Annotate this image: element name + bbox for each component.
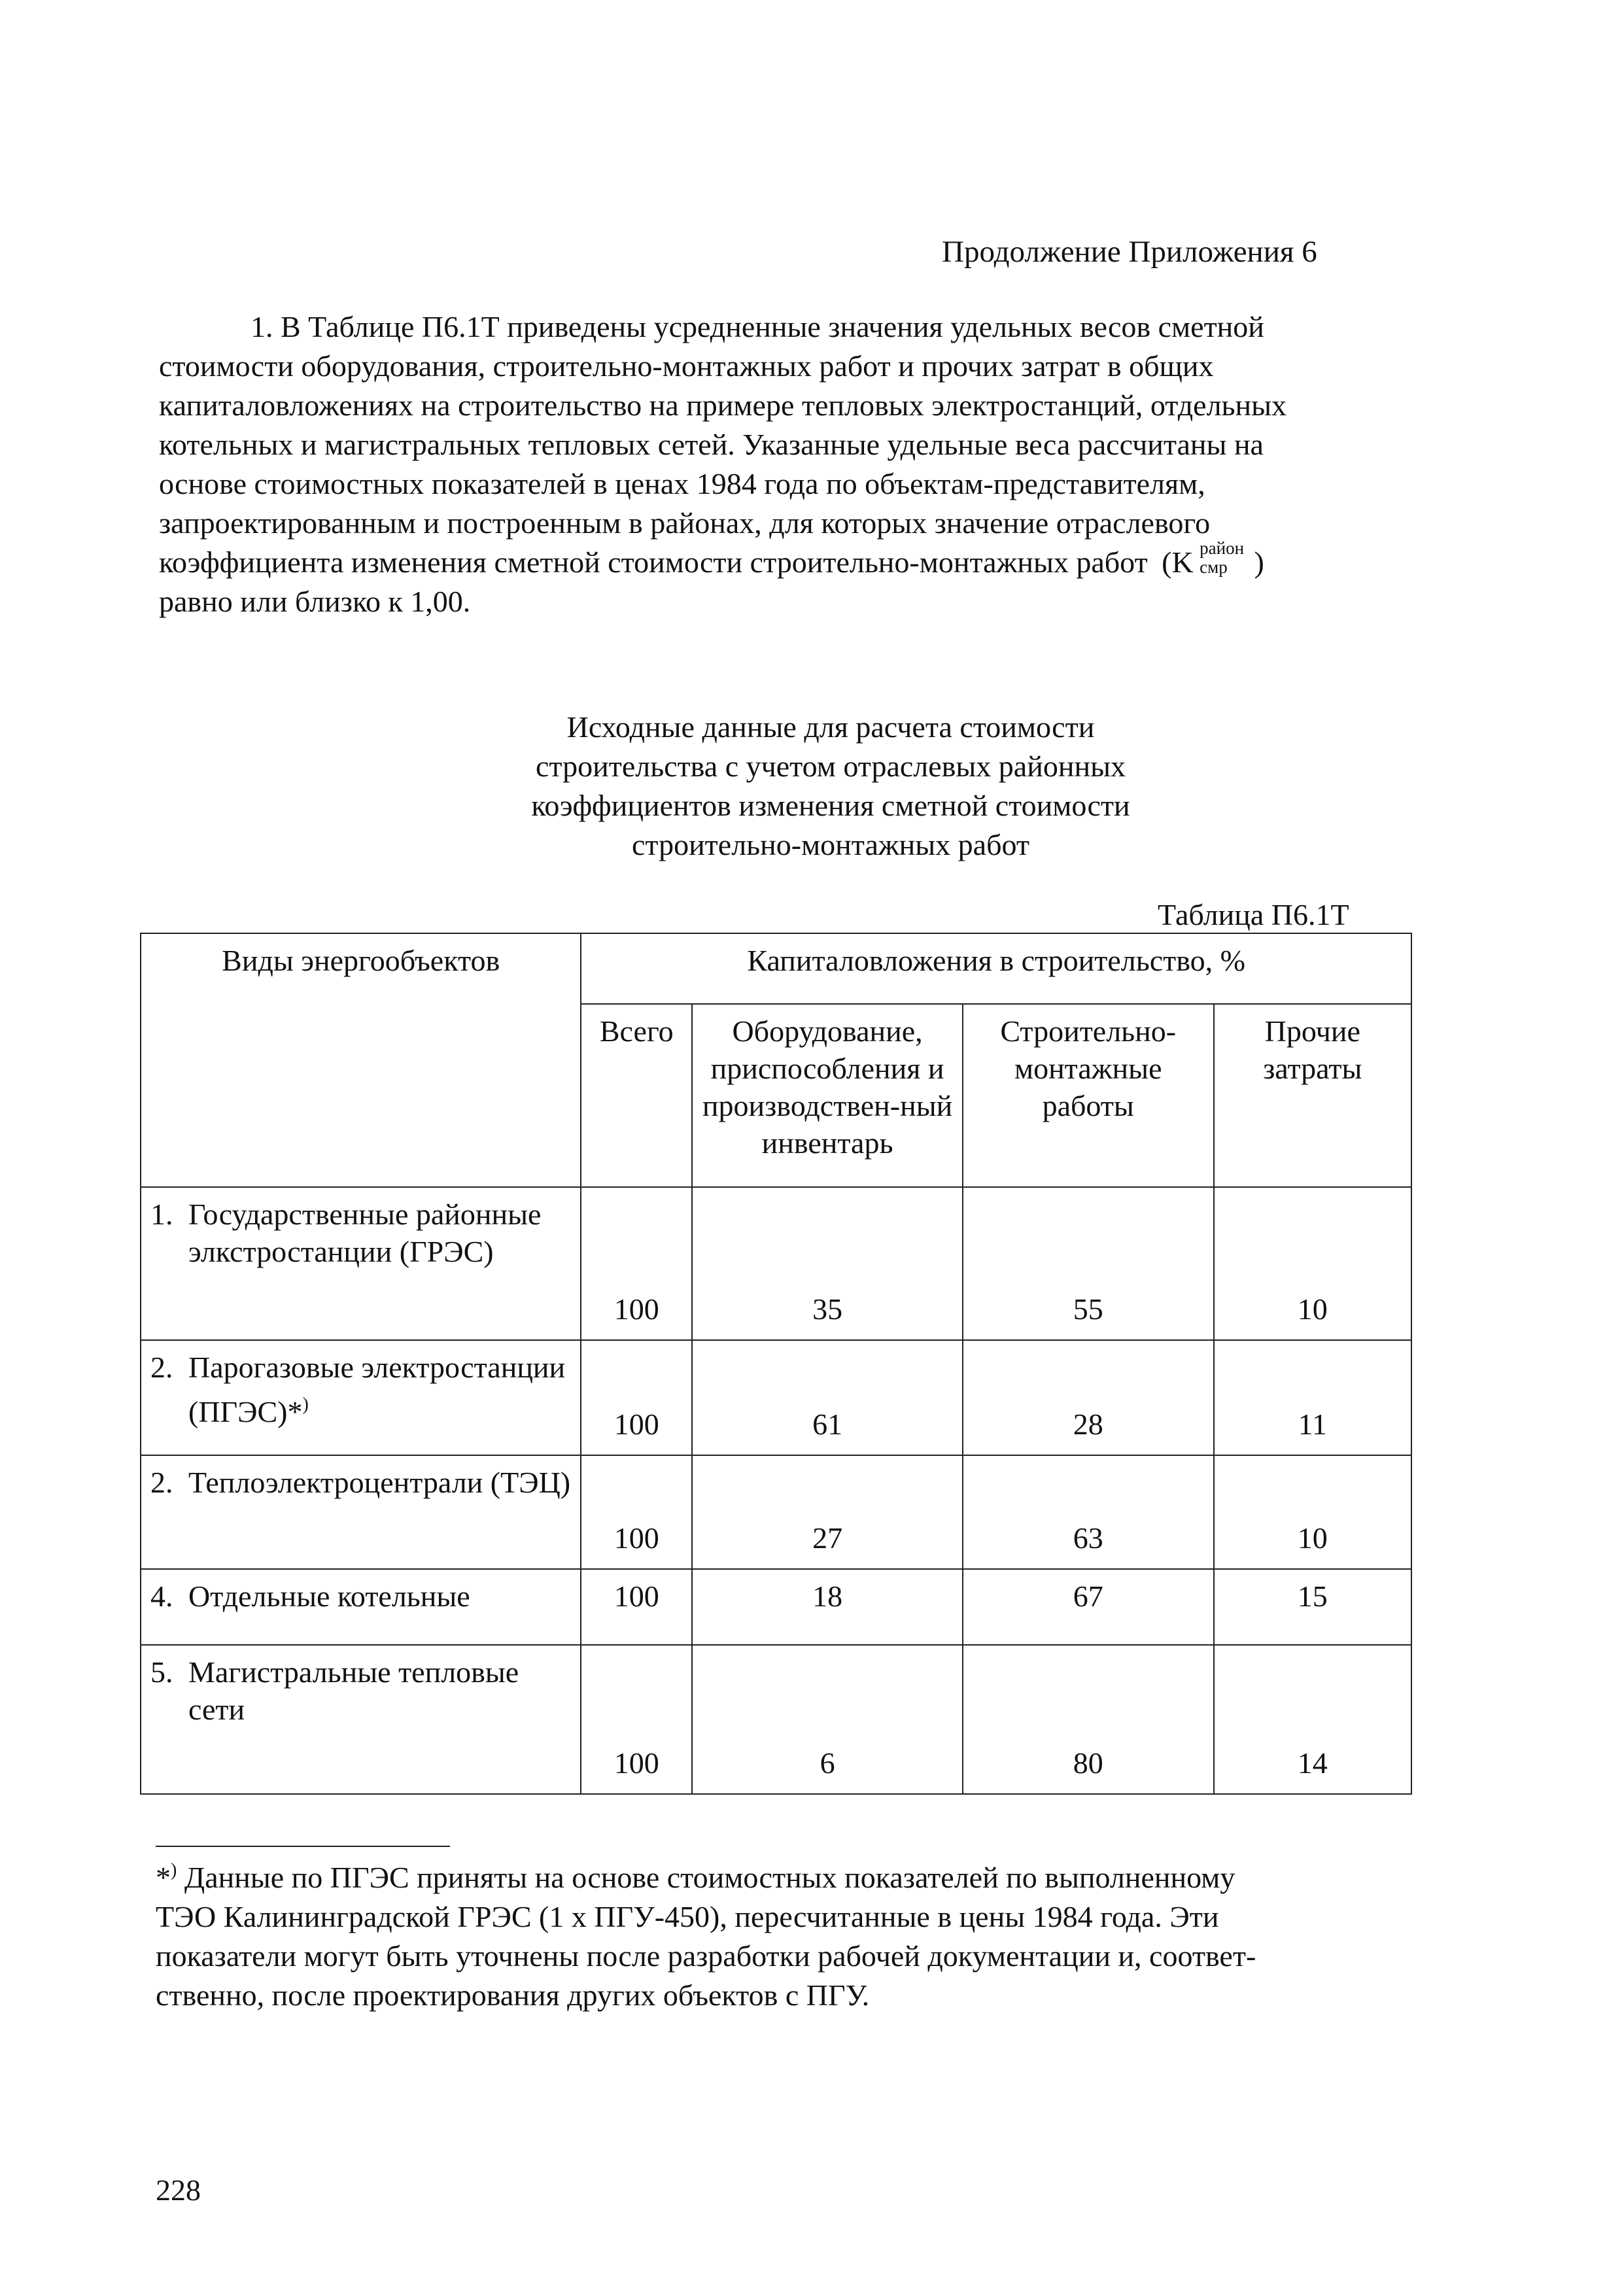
title-line: коэффициентов изменения сметной стоимости: [531, 789, 1130, 822]
coefficient-formula: [1162, 538, 1264, 582]
cell-equipment: 61: [692, 1340, 963, 1455]
cell-equipment: 35: [692, 1187, 963, 1340]
row-name-cell: [141, 1340, 581, 1455]
cell-equipment: 18: [692, 1569, 963, 1645]
capital-investment-table: [140, 933, 1412, 1795]
intro-line: котельных и магистральных тепловых сетей. Указанные удельные веса рассчитаны на: [159, 428, 1264, 461]
column-header: Строительно-монтажные работы: [963, 1004, 1214, 1187]
table-row: [141, 1340, 1411, 1455]
cell-equipment: 6: [692, 1645, 963, 1794]
row-number: 4.: [150, 1579, 173, 1613]
table-label: Таблица П6.1Т: [1158, 898, 1349, 931]
formula-k: K: [1171, 545, 1194, 579]
row-name-cell: [141, 1187, 581, 1340]
cell-construction: 63: [963, 1455, 1214, 1569]
cell-total: 100: [581, 1645, 692, 1794]
cell-total: 100: [581, 1340, 692, 1455]
intro-line: равно или близко к 1,00.: [159, 585, 471, 618]
row-number: 2.: [150, 1466, 173, 1499]
footnote-line: ственно, после проектирования других объектов с ПГУ.: [156, 1978, 870, 2012]
row-number: 5.: [150, 1655, 173, 1689]
row-number: 2.: [150, 1351, 173, 1384]
cell-construction: 67: [963, 1569, 1214, 1645]
row-name: Магистральные тепловые сети: [188, 1655, 519, 1726]
appendix-continuation: Продолжение Приложения 6: [942, 235, 1317, 269]
table-title: [471, 708, 1190, 865]
cell-other: 10: [1214, 1455, 1411, 1569]
cell-construction: 55: [963, 1187, 1214, 1340]
cell-other: 10: [1214, 1187, 1411, 1340]
footnote-marker-sup: ): [171, 1860, 177, 1880]
intro-formula-line: [159, 538, 1402, 582]
page-number: 228: [156, 2173, 201, 2207]
footnote: [156, 1851, 1398, 2015]
footnote-line: показатели могут быть уточнены после разработки рабочей документации и, соответ-: [156, 1939, 1256, 1973]
formula-subscript: смр: [1200, 557, 1228, 577]
title-line: Исходные данные для расчета стоимости: [566, 710, 1095, 744]
column-header: Оборудование, приспособления и производствен-ный инвентарь: [692, 1004, 963, 1187]
table-row: [141, 1569, 1411, 1645]
row-name: Парогазовые электростанции (ПГЭС)*: [188, 1351, 566, 1428]
row-name: Отдельные котельные: [188, 1579, 470, 1613]
row-number: 1.: [150, 1198, 173, 1231]
intro-line: основе стоимостных показателей в ценах 1984 года по объектам-представителям,: [159, 467, 1205, 500]
table-header-row: [141, 933, 1411, 1004]
cell-total: 100: [581, 1569, 692, 1645]
cell-other: 14: [1214, 1645, 1411, 1794]
cell-total: 100: [581, 1455, 692, 1569]
cell-construction: 28: [963, 1340, 1214, 1455]
row-name-superscript: ): [302, 1394, 309, 1415]
footnote-marker: *: [156, 1861, 171, 1894]
intro-line: капиталовложениях на строительство на примере тепловых электростанций, отдельных: [159, 388, 1287, 422]
formula-line-text: коэффициента изменения сметной стоимости строительно-монтажных работ: [159, 545, 1148, 579]
intro-paragraph: [159, 307, 1402, 621]
row-name-cell: [141, 1455, 581, 1569]
footnote-line: ТЭО Калининградской ГРЭС (1 х ПГУ-450), пересчитанные в цены 1984 года. Эти: [156, 1900, 1219, 1933]
cell-equipment: 27: [692, 1455, 963, 1569]
cell-other: 15: [1214, 1569, 1411, 1645]
cell-other: 11: [1214, 1340, 1411, 1455]
column-header: Прочие затраты: [1214, 1004, 1411, 1187]
formula-superscript: район: [1200, 538, 1245, 558]
footnote-divider: [156, 1846, 450, 1847]
column-header: Всего: [581, 1004, 692, 1187]
title-line: строительно-монтажных работ: [631, 828, 1030, 861]
title-line: строительства с учетом отраслевых районных: [536, 750, 1126, 783]
table-row: [141, 1187, 1411, 1340]
formula-close-paren: ): [1254, 545, 1264, 579]
intro-line: стоимости оборудования, строительно-монтажных работ и прочих затрат в общих: [159, 349, 1214, 383]
footnote-text: Данные по ПГЭС приняты на основе стоимостных показателей по выполненному: [177, 1861, 1235, 1894]
footnote-line: [156, 1851, 1398, 1897]
row-name: Теплоэлектроцентрали (ТЭЦ): [188, 1466, 571, 1499]
formula-open-paren: (: [1162, 545, 1172, 579]
header-types: Виды энергообъектов: [141, 933, 581, 1187]
row-name-cell: [141, 1645, 581, 1794]
row-name: Государственные районные элкстростанции (ГРЭС): [188, 1198, 542, 1268]
header-capital: Капиталовложения в строительство, %: [581, 933, 1411, 1004]
table-row: [141, 1645, 1411, 1794]
table-row: [141, 1455, 1411, 1569]
cell-construction: 80: [963, 1645, 1214, 1794]
intro-line: 1. В Таблице П6.1Т приведены усредненные значения удельных весов сметной: [251, 310, 1264, 343]
cell-total: 100: [581, 1187, 692, 1340]
row-name-cell: [141, 1569, 581, 1645]
intro-line: запроектированным и построенным в районах, для которых значение отраслевого: [159, 506, 1211, 540]
